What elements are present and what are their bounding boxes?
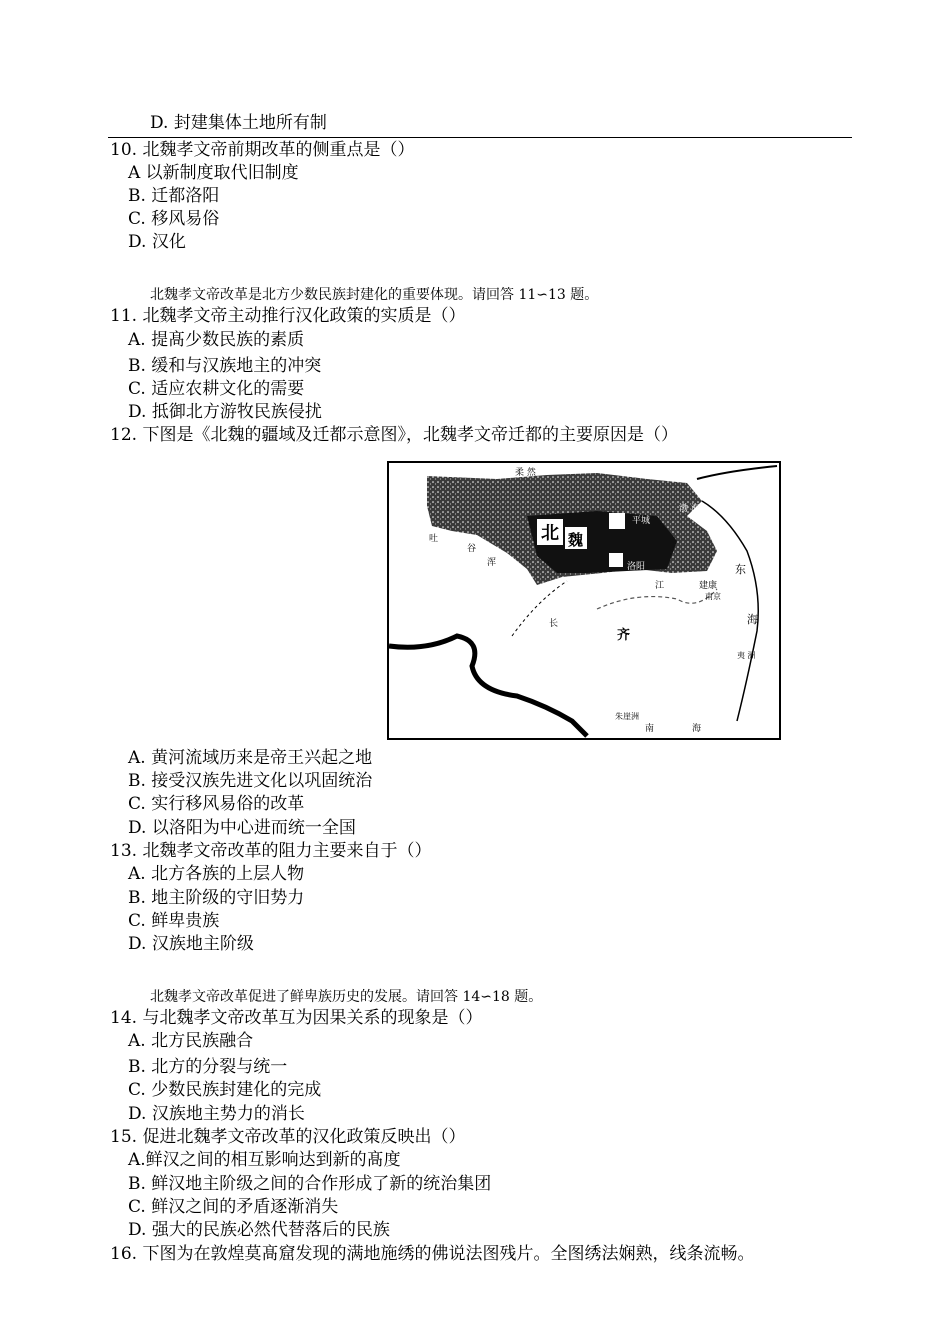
q13-stem: 13. 北魏孝文帝改革的阻力主要来自于（）: [110, 841, 432, 861]
q15-stem: 15. 促进北魏孝文帝改革的汉化政策反映出（）: [110, 1127, 466, 1147]
map-label-pingcheng: 平城: [632, 516, 651, 526]
q12-option-a: A. 黄河流域历来是帝王兴起之地: [128, 748, 373, 768]
q9-option-d: D. 封建集体土地所有制: [150, 113, 327, 133]
q13-option-d: D. 汉族地主阶级: [128, 934, 254, 954]
q10-option-a: A 以新制度取代旧制度: [128, 163, 299, 183]
q13-option-c: C. 鲜卑贵族: [128, 911, 220, 931]
q14-option-c: C. 少数民族封建化的完成: [128, 1080, 322, 1100]
map-label-hun: 浑: [487, 558, 497, 568]
map-label-jiankang: 建康: [699, 581, 718, 591]
divider: [108, 137, 852, 138]
q14-option-d: D. 汉族地主势力的消长: [128, 1104, 305, 1124]
q14-stem: 14. 与北魏孝文帝改革互为因果关系的现象是（）: [110, 1008, 483, 1028]
northern-wei-map: [387, 461, 781, 740]
q10-stem: 10. 北魏孝文帝前期改革的侧重点是（）: [110, 140, 415, 160]
q13-option-b: B. 地主阶级的守旧势力: [128, 888, 305, 908]
map-label-bohai: 渤 海: [679, 504, 700, 514]
q15-option-a: A.鲜汉之间的相互影响达到新的髙度: [128, 1150, 401, 1170]
q12-option-b: B. 接受汉族先进文化以巩固统治: [128, 771, 373, 791]
q16-stem: 16. 下图为在敦煌莫髙窟发现的满地施绣的佛说法图残片。全图绣法娴熟，线条流畅。: [110, 1244, 755, 1264]
map-label-gu: 谷: [467, 544, 477, 554]
map-label-chang: 长: [549, 619, 559, 629]
map-label-hai: 海: [747, 613, 758, 626]
map-label-tu: 吐: [429, 534, 439, 544]
map-label-qi: 齐: [617, 628, 631, 643]
map-label-nanjing: 南京: [705, 592, 721, 601]
pingcheng-marker: [609, 513, 625, 529]
map-label-yizhou: 夷 洲: [737, 651, 756, 660]
q15-option-d: D. 强大的民族必然代替落后的民族: [128, 1220, 390, 1240]
map-label-dong: 东: [735, 563, 746, 576]
q13-option-a: A. 北方各族的上层人物: [128, 864, 305, 884]
q11-option-b: B. 缓和与汉族地主的冲突: [128, 356, 322, 376]
luoyang-marker: [609, 553, 623, 567]
q12-option-c: C. 实行移风易俗的改革: [128, 794, 305, 814]
q11-option-c: C. 适应农耕文化的需要: [128, 379, 305, 399]
map-label-nan: 南: [645, 724, 655, 734]
map-label-jiang: 江: [655, 581, 665, 591]
q11-stem: 11. 北魏孝文帝主动推行汉化政策的实质是（）: [110, 306, 466, 326]
map-label-bei: 北: [541, 523, 559, 544]
intro-11-13: 北魏孝文帝改革是北方少数民族封建化的重要体现。请回答 11∽13 题。: [150, 287, 599, 303]
q10-option-d: D. 汉化: [128, 232, 186, 252]
q11-option-a: A. 提髙少数民族的素质: [128, 330, 305, 350]
q14-option-b: B. 北方的分裂与统一: [128, 1057, 288, 1077]
q10-option-b: B. 迁都洛阳: [128, 186, 220, 206]
q11-option-d: D. 抵御北方游牧民族侵扰: [128, 402, 322, 422]
map-label-luoyang: 洛阳: [627, 562, 646, 572]
q12-stem: 12. 下图是《北魏的疆域及迁都示意图》，北魏孝文帝迁都的主要原因是（）: [110, 425, 678, 445]
q15-option-c: C. 鲜汉之间的矛盾逐渐消失: [128, 1197, 339, 1217]
map-label-zhuya: 朱崖洲: [615, 712, 639, 721]
map-label-wei: 魏: [568, 531, 584, 549]
q15-option-b: B. 鲜汉地主阶级之间的合作形成了新的统治集团: [128, 1174, 492, 1194]
q14-option-a: A. 北方民族融合: [128, 1031, 254, 1051]
intro-14-18: 北魏孝文帝改革促进了鲜卑族历史的发展。请回答 14∽18 题。: [150, 989, 543, 1005]
q10-option-c: C. 移风易俗: [128, 209, 220, 229]
map-label-nanhai-hai: 海: [692, 724, 702, 734]
q12-option-d: D. 以洛阳为中心进而统一全国: [128, 818, 356, 838]
map-label-rouran: 柔 然: [515, 468, 536, 478]
